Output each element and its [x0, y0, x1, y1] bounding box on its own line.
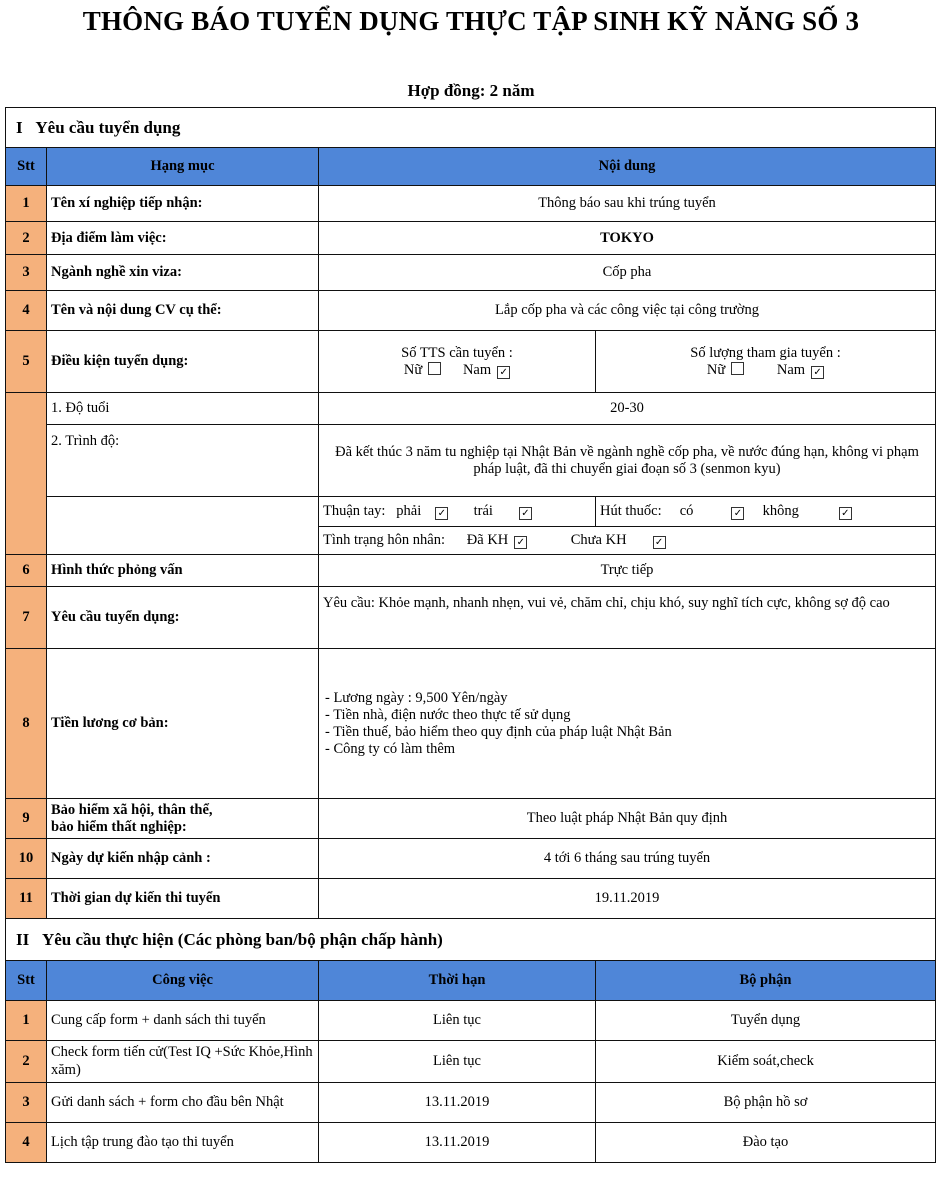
female-label: Nữ: [706, 361, 726, 378]
table-row: [6, 799, 936, 839]
trainee-count-cell: [319, 331, 596, 393]
row-number: 8: [6, 649, 47, 799]
participant-count-cell: [596, 331, 936, 393]
row-label-line: Bảo hiểm xã hội, thân thể,: [51, 801, 213, 818]
smoke-yes-checkbox[interactable]: ✓: [731, 507, 744, 520]
section-1-roman: I: [16, 117, 23, 137]
recruitment-table: [5, 107, 936, 1163]
section-2-header-row: [6, 961, 936, 1001]
task-deadline: 13.11.2019: [319, 1083, 596, 1123]
task-name: Gửi danh sách + form cho đầu bên Nhật: [47, 1083, 319, 1123]
hand-left-checkbox[interactable]: ✓: [519, 507, 532, 520]
row-label: [47, 799, 319, 839]
section-1-header-row: [6, 148, 936, 186]
row-label: Điều kiện tuyển dụng:: [47, 331, 319, 393]
table-row: [6, 291, 936, 331]
row-number: 4: [6, 291, 47, 331]
salary-item: - Tiền thuế, bảo hiểm theo quy định của pháp luật Nhật Bản: [325, 723, 672, 740]
task-department: Bộ phận hồ sơ: [596, 1083, 936, 1123]
task-deadline: 13.11.2019: [319, 1123, 596, 1163]
education-value: Đã kết thúc 3 năm tu nghiệp tại Nhật Bản về ngành nghề cốp pha, về nước đúng hạn, không vi phạm pháp luật, đã thi chuyển giai đoạn số 3 (senmon kyu): [319, 425, 936, 497]
row-label: Địa điểm làm việc:: [47, 222, 319, 255]
section-2-title: Yêu cầu thực hiện (Các phòng ban/bộ phận chấp hành): [41, 929, 443, 949]
table-row: [6, 555, 936, 587]
col-header-deadline: Thời hạn: [319, 961, 596, 1001]
empty-cell: [47, 497, 319, 555]
marital-label: Tình trạng hôn nhân:: [323, 532, 446, 548]
female-checkbox[interactable]: [428, 362, 441, 375]
row-number: 10: [6, 839, 47, 879]
task-name: Cung cấp form + danh sách thi tuyển: [47, 1001, 319, 1041]
task-department: Kiểm soát,check: [596, 1041, 936, 1083]
task-department: Tuyển dụng: [596, 1001, 936, 1041]
section-1-title: Yêu cầu tuyển dụng: [35, 117, 181, 137]
row-number-empty: [6, 393, 47, 555]
single-label: Chưa KH: [570, 532, 627, 548]
age-label: 1. Độ tuổi: [47, 393, 319, 425]
salary-item: - Tiền nhà, điện nước theo thực tế sử dụng: [325, 706, 571, 723]
single-checkbox[interactable]: ✓: [653, 536, 666, 549]
salary-list-cell: [319, 649, 936, 799]
handedness-label: Thuận tay:: [323, 503, 386, 519]
col-header-department: Bộ phận: [596, 961, 936, 1001]
row-value: 4 tới 6 tháng sau trúng tuyển: [319, 839, 936, 879]
table-row: [6, 839, 936, 879]
table-row: [6, 587, 936, 649]
task-row: [6, 1041, 936, 1083]
row-value: Thông báo sau khi trúng tuyển: [319, 186, 936, 222]
handedness-cell: [319, 497, 596, 527]
row-number: 1: [6, 186, 47, 222]
task-row: [6, 1001, 936, 1041]
task-name: Check form tiến cử(Test IQ +Sức Khỏe,Hình xăm): [47, 1041, 319, 1083]
col-header-task: Công việc: [47, 961, 319, 1001]
row-number: 4: [6, 1123, 47, 1163]
row-number: 11: [6, 879, 47, 919]
male-checkbox-checked[interactable]: ✓: [497, 366, 510, 379]
task-deadline: Liên tục: [319, 1001, 596, 1041]
sub-row-education: [6, 425, 936, 497]
row-label: Yêu cầu tuyển dụng:: [47, 587, 319, 649]
contract-term: Hợp đồng: 2 năm: [407, 81, 535, 100]
row-value: TOKYO: [319, 222, 936, 255]
salary-item: - Lương ngày : 9,500 Yên/ngày: [325, 689, 508, 706]
col-header-content: Nội dung: [319, 148, 936, 186]
row-number: 2: [6, 1041, 47, 1083]
table-row-conditions: [6, 331, 936, 393]
row-value: 19.11.2019: [319, 879, 936, 919]
section-1-heading: [6, 108, 936, 148]
row-number: 6: [6, 555, 47, 587]
hand-right-checkbox[interactable]: ✓: [435, 507, 448, 520]
row-value: Cốp pha: [319, 255, 936, 291]
task-deadline: Liên tục: [319, 1041, 596, 1083]
row-number: 5: [6, 331, 47, 393]
row-number: 9: [6, 799, 47, 839]
row-label: Ngày dự kiến nhập cảnh :: [47, 839, 319, 879]
task-name: Lịch tập trung đào tạo thi tuyển: [47, 1123, 319, 1163]
table-row: [6, 186, 936, 222]
row-label: Ngành nghề xin viza:: [47, 255, 319, 291]
row-label: Tên xí nghiệp tiếp nhận:: [47, 186, 319, 222]
row-number: 7: [6, 587, 47, 649]
female-checkbox[interactable]: [731, 362, 744, 375]
row-value: Trực tiếp: [319, 555, 936, 587]
section-2-roman: II: [16, 929, 30, 949]
row-number: 3: [6, 255, 47, 291]
row-number: 2: [6, 222, 47, 255]
task-row: [6, 1083, 936, 1123]
row-number: 1: [6, 1001, 47, 1041]
row-label: Hình thức phỏng vấn: [47, 555, 319, 587]
row-value: Lắp cốp pha và các công việc tại công trường: [319, 291, 936, 331]
salary-item: - Công ty có làm thêm: [325, 740, 456, 757]
table-row: [6, 879, 936, 919]
participant-count-title: Số lượng tham gia tuyển :: [690, 344, 841, 361]
trainee-count-title: Số TTS cần tuyển :: [401, 344, 513, 361]
task-row: [6, 1123, 936, 1163]
table-row-salary: [6, 649, 936, 799]
row-value: Theo luật pháp Nhật Bản quy định: [319, 799, 936, 839]
row-value: Yêu cầu: Khỏe mạnh, nhanh nhẹn, vui vẻ, chăm chỉ, chịu khó, suy nghĩ tích cực, không sợ độ cao: [319, 587, 936, 649]
smoke-yes-label: có: [679, 503, 694, 519]
male-checkbox-checked[interactable]: ✓: [811, 366, 824, 379]
male-label: Nam: [776, 361, 806, 378]
row-number: 3: [6, 1083, 47, 1123]
female-label: Nữ: [403, 361, 423, 378]
age-value: 20-30: [319, 393, 936, 425]
task-department: Đào tạo: [596, 1123, 936, 1163]
male-label: Nam: [462, 361, 492, 378]
education-label: 2. Trình độ:: [47, 425, 319, 497]
page-title: THÔNG BÁO TUYỂN DỤNG THỰC TẬP SINH KỸ NĂNG SỐ 3: [82, 6, 860, 36]
hand-left-label: trái: [473, 503, 493, 519]
smoke-no-label: không: [762, 503, 799, 519]
row-label: Thời gian dự kiến thi tuyển: [47, 879, 319, 919]
sub-row-age: [6, 393, 936, 425]
sub-row-hand-smoke: [6, 497, 936, 527]
col-header-stt: Stt: [6, 961, 47, 1001]
col-header-stt: Stt: [6, 148, 47, 186]
section-2-heading: [6, 919, 936, 961]
table-row: [6, 222, 936, 255]
table-row: [6, 255, 936, 291]
col-header-item: Hạng mục: [47, 148, 319, 186]
marital-cell: [319, 527, 936, 555]
smoking-label: Hút thuốc:: [600, 503, 662, 519]
smoke-no-checkbox[interactable]: ✓: [839, 507, 852, 520]
married-label: Đã KH: [466, 532, 509, 548]
smoking-cell: [596, 497, 936, 527]
married-checkbox[interactable]: ✓: [514, 536, 527, 549]
row-label: Tiền lương cơ bản:: [47, 649, 319, 799]
hand-right-label: phải: [396, 503, 422, 519]
row-label: Tên và nội dung CV cụ thể:: [47, 291, 319, 331]
row-label-line: bảo hiểm thất nghiệp:: [51, 818, 187, 835]
